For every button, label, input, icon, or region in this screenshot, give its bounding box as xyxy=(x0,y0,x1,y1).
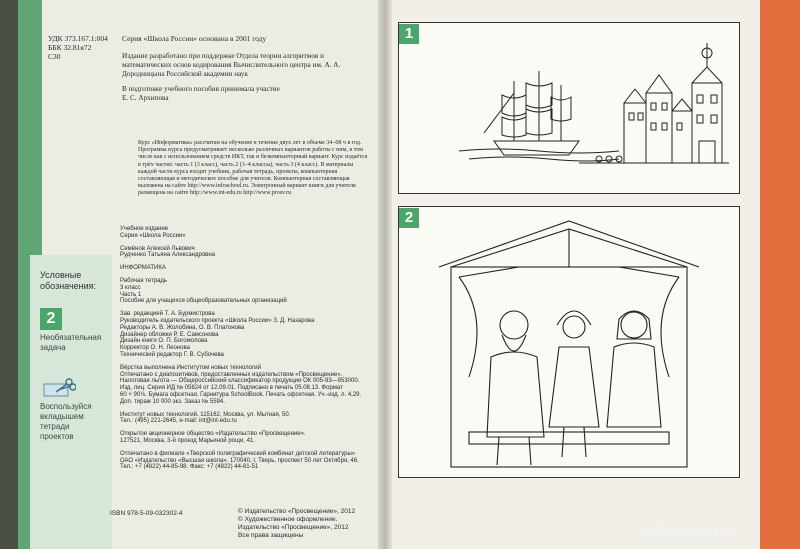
imprint-line: ОАО «Издательство «Высшая школа». 170040, г. Тверь, проспект 50 лет Октября, 46. xyxy=(120,457,359,464)
edition-note: Издание разработано при поддержке Отдела теории алгоритмов и математических основ кодирования Вычислительного центра им. А. А. Дородницына Российской академии наук xyxy=(122,52,341,78)
imprint-line: Тел.: (495) 221-2645, e-mail: int@int-edu.ru xyxy=(120,418,237,425)
legend-optional-task xyxy=(40,333,101,353)
author-mark: С30 xyxy=(48,52,61,61)
imprint-line: Отпечатано с диапозитивов, предоставленных издательством «Просвещение». xyxy=(120,371,343,378)
imprint-line: Корректор О. Н. Леонова xyxy=(120,345,190,352)
legend-text: Необязательная xyxy=(40,333,102,342)
legend-title xyxy=(40,270,96,292)
preparation-text: В подготовке учебного пособия принимала участие xyxy=(122,85,280,93)
udk-block xyxy=(48,34,108,61)
copyright-block xyxy=(238,508,355,540)
preparation-name: Е. С. Архипова xyxy=(122,94,169,102)
right-orange-strip xyxy=(760,0,800,549)
task-1-number-badge: 1 xyxy=(399,24,419,44)
imprint-line: Технический редактор Г. В. Субочева xyxy=(120,351,224,358)
imprint-line: Учебное издание xyxy=(120,226,169,232)
legend-projects-insert xyxy=(40,402,92,442)
imprint-line: Серия «Школа России» xyxy=(120,232,186,239)
imprint-line: Дизайнер обложки Р. Е. Самсонова xyxy=(120,331,219,338)
imprint-line: Пособие для учащихся общеобразовательных организаций xyxy=(120,298,287,305)
imprint-line: Часть 1 xyxy=(120,291,142,298)
imprint-line: Налоговая льгота — Общероссийский классификатор продукции ОК 005-93—953000. xyxy=(120,378,360,385)
legend-title-line: Условные xyxy=(40,270,82,280)
task-2-number-badge: 2 xyxy=(399,208,419,228)
imprint-line: Тел.: +7 (4822) 44-85-98. Факс: +7 (4822) 44-61-51 xyxy=(120,464,259,471)
book-gutter xyxy=(378,0,392,549)
imprint-line: Доп. тираж 10 000 экз. Заказ № 5594. xyxy=(120,398,225,405)
imprint-line: Открытое акционерное общество «Издательство «Просвещение». xyxy=(120,431,306,438)
imprint-line: Отпечатано в филиале «Тверской полиграфический комбинат детской литературы» xyxy=(120,450,356,457)
legend-text: проектов xyxy=(40,432,74,441)
imprint-line: 127521, Москва, 3-й проезд Марьиной рощи, 41. xyxy=(120,437,255,444)
legend-text: Воспользуйся xyxy=(40,402,92,411)
imprint-line: 3 класс xyxy=(120,284,141,291)
scissors-icon xyxy=(42,378,76,398)
copyright-line: © Издательство «Просвещение», 2012 xyxy=(238,508,356,515)
series-line: Серия «Школа России» основана в 2001 году xyxy=(122,34,267,43)
imprint-line: Семёнов Алексей Львович xyxy=(120,245,195,252)
imprint-line: ИНФОРМАТИКА xyxy=(120,265,166,272)
imprint-line: Институт новых технологий. 115162, Москва, ул. Мытная, 50. xyxy=(120,411,291,418)
legend-title-line: обозначения: xyxy=(40,281,97,291)
preparation-note xyxy=(122,85,280,103)
imprint-line: Изд. лиц. Серия ИД № 05824 от 12.09.01. Подписано в печать 05.08.13. Формат xyxy=(120,385,343,392)
watermark-text: лабиринт.ру xyxy=(640,522,732,539)
task-2-illustration xyxy=(398,206,740,478)
legend-text: вкладышем xyxy=(40,412,84,421)
imprint-line: Рудченко Татьяна Александровна xyxy=(120,252,216,259)
udk-line: УДК 373.167.1:004 xyxy=(48,34,108,43)
legend-text: тетради xyxy=(40,422,70,431)
copyright-line: Издательство «Просвещение», 2012 xyxy=(238,524,349,531)
harbor-ship-drawing xyxy=(399,23,739,193)
family-window-drawing xyxy=(399,207,739,477)
imprint-block xyxy=(120,226,361,471)
imprint-line: Дизайн книги О. П. Богомолова xyxy=(120,338,208,345)
imprint-line: Редакторы А. В. Жолобина, О. В. Платонова xyxy=(120,324,245,331)
imprint-line: Зав. редакцией Т. А. Бурмистрова xyxy=(120,311,215,318)
course-description: Курс «Информатика» рассчитан на обучение в течение двух лет в объеме 34–68 ч в год. Программа курса предусматривает несколько различных вариантов работы с ним, в том числе как с использованием средств ИКТ, так и безкомпьютерный вариант. Курс издаётся в трёх частях: часть 1 (3 класс), часть 2 (3–4 классы), часть 3 (4 класс). В материалы каждой части курса входят учебник, рабочая тетрадь, проекты, компьютерная составляющая и методическое пособие для учителя. Компьютерная составляющая выложена на сайте http://www.infoschool.ru. Электронный вариант книги для учителя размещена на сайте http://www.int-edu.ru http://www.prosv.ru xyxy=(138,140,368,197)
legend-text: задача xyxy=(40,343,66,352)
copyright-line: © Художественное оформление. xyxy=(238,516,338,523)
imprint-line: Вёрстка выполнена Институтом новых технологий xyxy=(120,364,261,371)
copyright-line: Все права защищены xyxy=(238,532,304,539)
imprint-line: 60 × 90⅛. Бумага офсетная. Гарнитура SchoolBook. Печать офсетная. Уч.-изд. л. 4,29. xyxy=(120,391,362,398)
imprint-line: Руководитель издательского проекта «Школа России» З. Д. Назарова xyxy=(120,317,315,324)
isbn: ISBN 978-5-09-032302-4 xyxy=(110,510,183,517)
imprint-line: Рабочая тетрадь xyxy=(120,277,168,284)
optional-task-badge: 2 xyxy=(40,308,62,330)
task-1-illustration xyxy=(398,22,740,194)
bbk-line: ББК 32.81я72 xyxy=(48,43,92,52)
